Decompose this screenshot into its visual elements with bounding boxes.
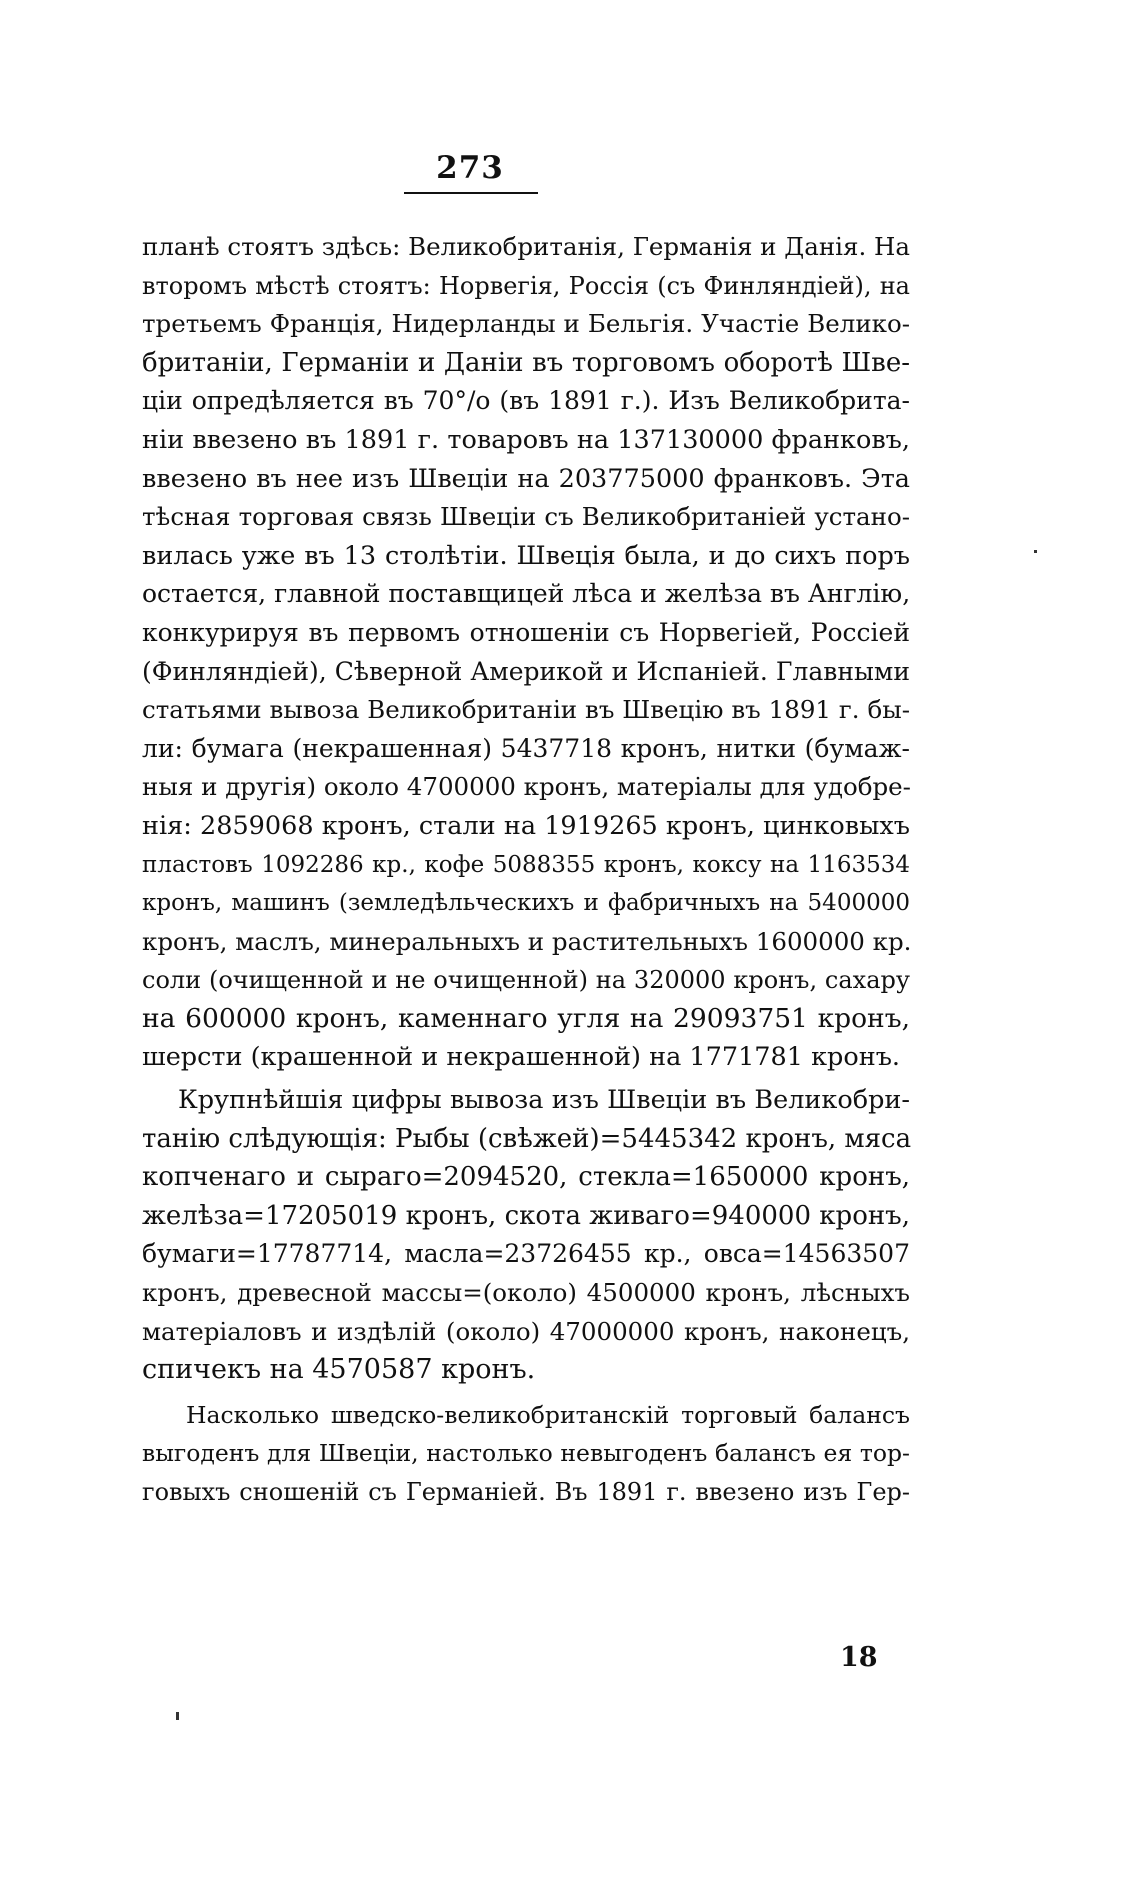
text-line: копченаго и сыраго=2094520, стекла=1650000 кронъ, [142, 1162, 910, 1193]
text-line: говыхъ сношеній съ Германіей. Въ 1891 г. ввезено изъ Гер- [142, 1478, 910, 1506]
text-line: конкурируя въ первомъ отношеніи съ Норвегіей, Россіей [142, 617, 910, 647]
text-line: британіи, Германіи и Даніи въ торговомъ оборотѣ Шве- [142, 347, 910, 378]
text-line: статьями вывоза Великобританіи въ Швецію въ 1891 г. бы- [142, 695, 910, 725]
text-line: соли (очищенной и не очищенной) на 320000 кронъ, сахару [142, 966, 910, 995]
paragraph-2 [142, 1081, 910, 1390]
text-line: второмъ мѣстѣ стоятъ: Норвегія, Россія (съ Финляндіей), на [142, 271, 910, 300]
text-line: (Финляндіей), Сѣверной Америкой и Испаніей. Главными [142, 656, 910, 686]
ink-speck [1034, 550, 1037, 553]
text-line: желѣза=17205019 кронъ, скота живаго=940000 кронъ, [142, 1200, 910, 1231]
text-line: третьемъ Франція, Нидерланды и Бельгія. Участіе Велико- [142, 309, 910, 339]
header-rule [404, 192, 538, 194]
text-line: остается, главной поставщицей лѣса и желѣза въ Англію, [142, 579, 911, 609]
text-line: выгоденъ для Швеціи, настолько невыгоденъ балансъ ея тор- [142, 1439, 910, 1468]
signature-mark: 18 [840, 1642, 878, 1673]
text-line: спичекъ на 4570587 кронъ. [142, 1354, 536, 1386]
text-line: тѣсная торговая связь Швеціи съ Великобританіей устано- [142, 502, 910, 532]
paragraph-3 [142, 1396, 910, 1512]
text-line: ціи опредѣляется въ 70°/о (въ 1891 г.). Изъ Великобрита- [142, 386, 910, 416]
paragraph-1 [142, 228, 910, 1077]
text-line: Крупнѣйшія цифры вывоза изъ Швеціи въ Великобри- [178, 1085, 910, 1116]
text-line: матеріаловъ и издѣлій (около) 47000000 кронъ, наконецъ, [142, 1316, 910, 1346]
text-line: Насколько шведско-великобританскій торговый балансъ [186, 1400, 910, 1429]
text-line: ныя и другія) около 4700000 кронъ, матеріалы для удобре- [142, 772, 911, 802]
ink-speck [176, 1712, 179, 1720]
text-line: ніи ввезено въ 1891 г. товаровъ на 137130000 франковъ, [142, 424, 910, 455]
text-line: на 600000 кронъ, каменнаго угля на 29093751 кронъ, [142, 1002, 910, 1034]
text-line: кронъ, машинъ (земледѣльческихъ и фабричныхъ на 5400000 [142, 890, 910, 917]
page-number: 273 [436, 150, 504, 186]
text-line: шерсти (крашенной и некрашенной) на 1771781 кронъ. [142, 1042, 901, 1073]
text-line: танію слѣдующія: Рыбы (свѣжей)=5445342 кронъ, мяса [142, 1123, 912, 1154]
text-line: кронъ, древесной массы=(около) 4500000 кронъ, лѣсныхъ [142, 1278, 910, 1308]
text-line: кронъ, маслъ, минеральныхъ и растительныхъ 1600000 кр. [142, 926, 912, 956]
body-text [142, 228, 910, 1512]
text-line: нія: 2859068 кронъ, стали на 1919265 кронъ, цинковыхъ [142, 810, 910, 841]
text-line: вилась уже въ 13 столѣтіи. Швеція была, и до сихъ поръ [142, 540, 910, 571]
text-line: ввезено въ нее изъ Швеціи на 203775000 франковъ. Эта [142, 463, 910, 494]
text-line: бумаги=17787714, масла=23726455 кр., овса=14563507 [142, 1239, 910, 1269]
text-line: пластовъ 1092286 кр., кофе 5088355 кронъ, коксу на 1163534 [142, 851, 910, 878]
text-line: ли: бумага (некрашенная) 5437718 кронъ, нитки (бумаж- [142, 733, 910, 763]
text-line: планѣ стоятъ здѣсь: Великобританія, Германія и Данія. На [142, 232, 910, 261]
